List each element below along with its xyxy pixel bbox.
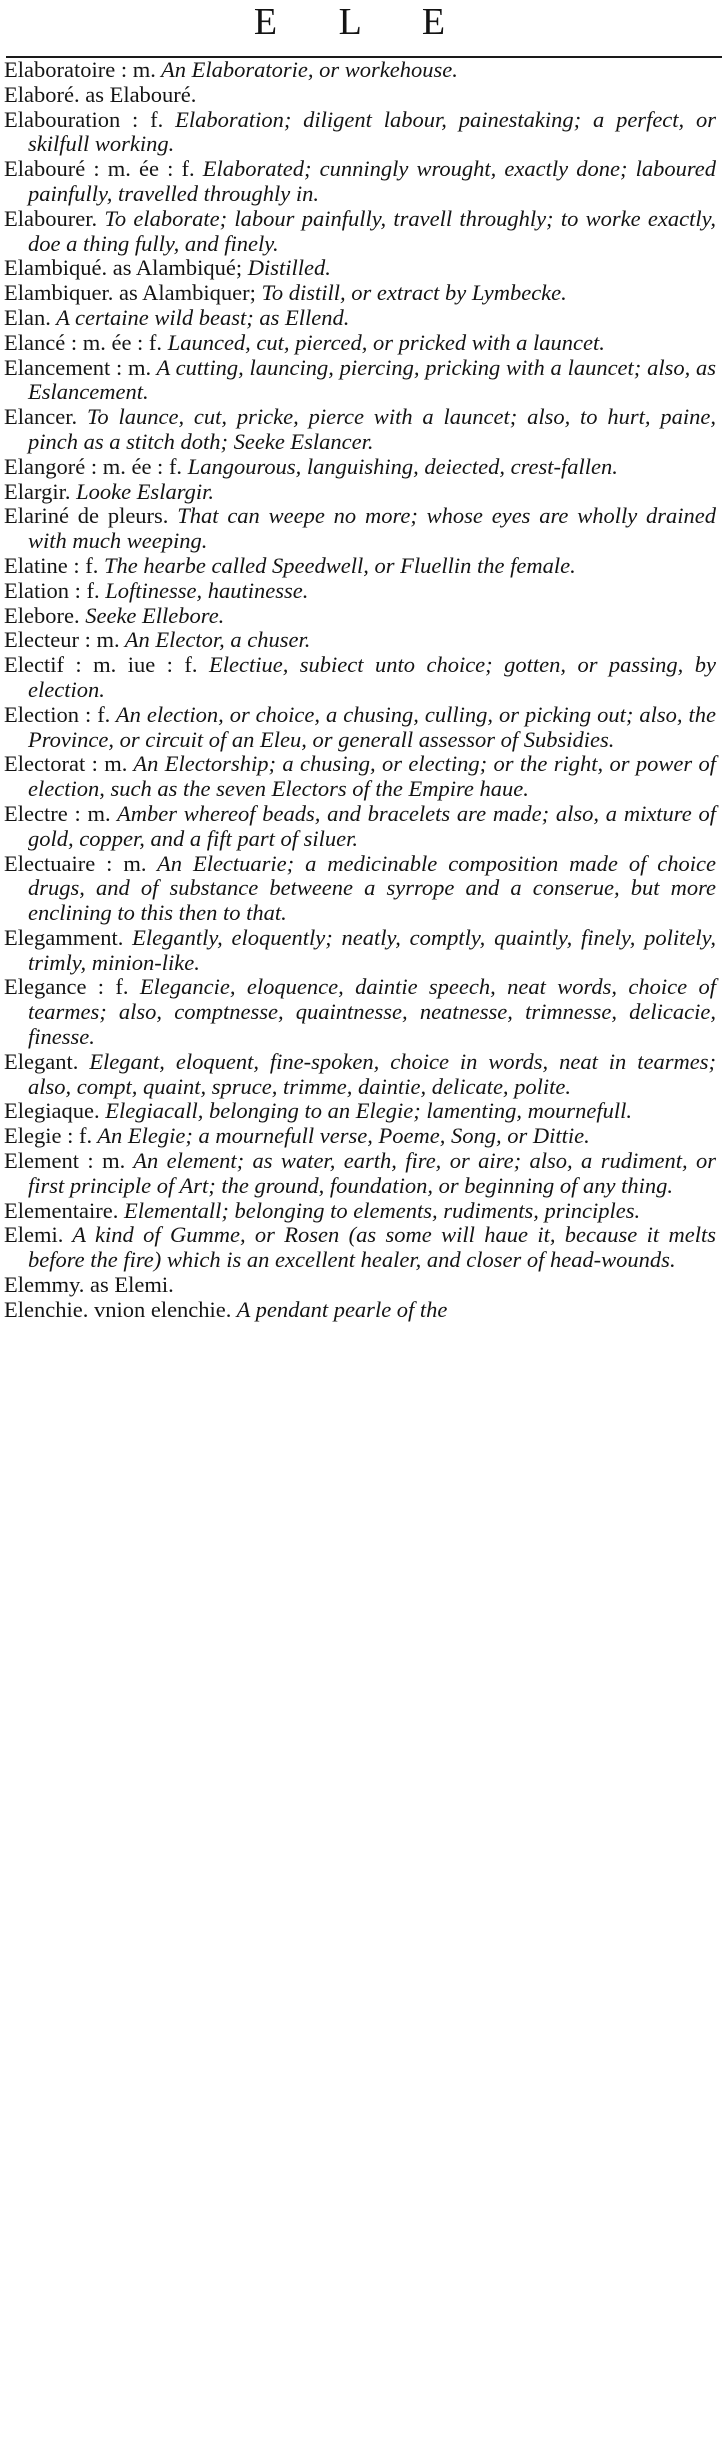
- entry-headword: Elangoré : m. ée : f.: [4, 453, 183, 479]
- dictionary-entry: [0, 802, 716, 852]
- entry-headword: Elemmy. as Elemi.: [4, 1272, 174, 1298]
- entry-headword: Elambiqué. as Alambiqué;: [4, 255, 243, 281]
- dictionary-entry: [0, 1099, 716, 1124]
- entry-gloss: Elegant, eloquent, fine-spoken, choice in words, neat in tearmes; also, compt, quaint, spruce, trimme, daintie, delicate, polite.: [28, 1048, 716, 1099]
- entry-gloss: Elaboration; diligent labour, painestaking; a perfect, or skilfull working.: [28, 106, 716, 157]
- entry-headword: Electeur : m.: [4, 627, 120, 653]
- dictionary-entry: [0, 306, 716, 331]
- dictionary-entry: [0, 554, 716, 579]
- entry-gloss: An Electuarie; a medicinable composition made of choice drugs, and of substance betweene a syrrope and a conserue, but more enclining to this then to that.: [28, 850, 716, 926]
- dictionary-entry: [0, 975, 716, 1049]
- dictionary-entry: [0, 58, 716, 83]
- entry-gloss: Looke Eslargir.: [70, 478, 215, 504]
- entry-headword: Electuaire : m.: [4, 850, 147, 876]
- dictionary-entry: [0, 256, 716, 281]
- dictionary-entry: [0, 703, 716, 753]
- entry-gloss: A kind of Gumme, or Rosen (as some will haue it, because it melts before the fire) which is an excellent healer, and closer of head-wounds.: [28, 1222, 716, 1273]
- entry-headword: Elambiquer. as Alambiquer;: [4, 280, 256, 306]
- entry-gloss: A pendant pearle of the: [231, 1296, 448, 1322]
- dictionary-entry: [0, 1223, 716, 1273]
- dictionary-entry: [0, 480, 716, 505]
- dictionary-entry: [0, 1050, 716, 1100]
- dictionary-entry: [0, 926, 716, 976]
- entry-headword: Elenchie. vnion elenchie.: [4, 1296, 232, 1322]
- dictionary-entry: [0, 752, 716, 802]
- entry-headword: Elabourer.: [4, 205, 98, 231]
- entry-gloss: An element; as water, earth, fire, or aire; also, a rudiment, or first principle of Art; the ground, foundation, or beginning of any thing.: [28, 1148, 717, 1198]
- entry-headword: Elegamment.: [4, 924, 124, 950]
- entry-list: [0, 58, 716, 1323]
- entry-gloss: Loftinesse, hautinesse.: [99, 577, 309, 603]
- dictionary-entry: [0, 1298, 716, 1323]
- dictionary-entry: [0, 852, 716, 926]
- dictionary-entry: [0, 604, 716, 629]
- entry-gloss: An Elegie; a mournefull verse, Poeme, Song, or Dittie.: [92, 1123, 590, 1149]
- entry-headword: Elegie : f.: [4, 1123, 93, 1149]
- entry-headword: Elaboratoire : m.: [4, 57, 156, 82]
- dictionary-entry: [0, 1149, 716, 1199]
- dictionary-entry: [0, 1199, 716, 1224]
- dictionary-entry: [0, 1124, 716, 1149]
- dictionary-entry: [0, 207, 716, 257]
- dictionary-entry: [0, 653, 716, 703]
- entry-gloss: Distilled.: [242, 255, 331, 281]
- dictionary-entry: [0, 356, 716, 406]
- entry-gloss: An Elaboratorie, or workehouse.: [155, 57, 458, 82]
- entry-headword: Electorat : m.: [4, 751, 128, 777]
- entry-gloss: An Elector, a chuser.: [119, 627, 311, 653]
- entry-headword: Elancement : m.: [4, 354, 152, 380]
- entry-gloss: A cutting, launcing, piercing, pricking with a launcet; also, as Eslancement.: [28, 354, 716, 405]
- entry-gloss: Seeke Ellebore.: [79, 602, 225, 628]
- entry-headword: Elancé : m. ée : f.: [4, 329, 163, 355]
- entry-gloss: An election, or choice, a chusing, culling, or picking out; also, the Province, or circuit of an Eleu, or generall assessor of Subsidies.: [28, 701, 716, 752]
- entry-gloss: To elaborate; labour painfully, travell throughly; to worke exactly, doe a thing fully, and finely.: [28, 205, 716, 256]
- entry-gloss: Elementall; belonging to elements, rudiments, principles.: [118, 1197, 641, 1223]
- dictionary-entry: [0, 331, 716, 356]
- entry-headword: Elebore.: [4, 602, 80, 628]
- dictionary-entry: [0, 628, 716, 653]
- dictionary-entry: [0, 1273, 716, 1298]
- entry-headword: Elan.: [4, 304, 51, 330]
- entry-headword: Elancer.: [4, 404, 78, 430]
- entry-headword: Elemi.: [4, 1222, 64, 1248]
- entry-gloss: To launce, cut, pricke, pierce with a launcet; also, to hurt, paine, pinch as a stitch doth; Seeke Eslancer.: [28, 404, 716, 454]
- entry-gloss: An Electorship; a chusing, or electing; or the right, or power of election, such as the seven Electors of the Empire haue.: [28, 751, 717, 802]
- entry-headword: Elegance : f.: [4, 974, 129, 1000]
- entry-headword: Elegiaque.: [4, 1098, 100, 1124]
- dictionary-entry: [0, 504, 716, 554]
- entry-headword: Element : m.: [4, 1148, 126, 1174]
- entry-headword: Elegant.: [4, 1048, 79, 1074]
- entry-gloss: Langourous, languishing, deiected, crest-fallen.: [182, 453, 618, 479]
- entry-headword: Elaboré. as Elabouré.: [4, 81, 197, 107]
- dictionary-entry: [0, 157, 716, 207]
- entry-headword: Elatine : f.: [4, 552, 99, 578]
- entry-headword: Elabouration : f.: [4, 106, 164, 132]
- dictionary-entry: [0, 83, 716, 108]
- entry-gloss: Amber whereof beads, and bracelets are made; also, a mixture of gold, copper, and a fift part of siluer.: [28, 800, 717, 851]
- dictionary-entry: [0, 108, 716, 158]
- entry-headword: Elementaire.: [4, 1197, 119, 1223]
- entry-gloss: The hearbe called Speedwell, or Fluellin the female.: [98, 552, 576, 578]
- dictionary-entry: [0, 579, 716, 604]
- entry-gloss: To distill, or extract by Lymbecke.: [255, 280, 567, 306]
- entry-headword: Electre : m.: [4, 800, 111, 826]
- dictionary-entry: [0, 281, 716, 306]
- entry-gloss: Elegancie, eloquence, daintie speech, neat words, choice of tearmes; also, comptnesse, quaintnesse, neatnesse, trimnesse, delicacie, finesse.: [28, 974, 717, 1050]
- entry-headword: Elabouré : m. ée : f.: [4, 156, 195, 182]
- entry-gloss: A certaine wild beast; as Ellend.: [50, 304, 350, 330]
- entry-headword: Electif : m. iue : f.: [4, 652, 198, 678]
- entry-headword: Elation : f.: [4, 577, 100, 603]
- entry-gloss: Elegiacall, belonging to an Elegie; lamenting, mournefull.: [99, 1098, 633, 1124]
- entry-gloss: Launced, cut, pierced, or pricked with a launcet.: [162, 329, 605, 355]
- entry-gloss: That can weepe no more; whose eyes are wholly drained with much weeping.: [28, 503, 717, 554]
- entry-headword: Elariné de pleurs.: [4, 503, 169, 529]
- dictionary-entry: [0, 455, 716, 480]
- page-header: E L E: [253, 1, 472, 43]
- dictionary-entry: [0, 405, 716, 455]
- entry-headword: Election : f.: [4, 701, 111, 727]
- entry-gloss: Elaborated; cunningly wrought, exactly done; laboured painfully, travelled throughly in.: [28, 156, 716, 206]
- entry-gloss: Electiue, subiect unto choice; gotten, or passing, by election.: [28, 652, 717, 702]
- entry-headword: Elargir.: [4, 478, 71, 504]
- entry-gloss: Elegantly, eloquently; neatly, comptly, quaintly, finely, politely, trimly, minion-like.: [28, 924, 716, 975]
